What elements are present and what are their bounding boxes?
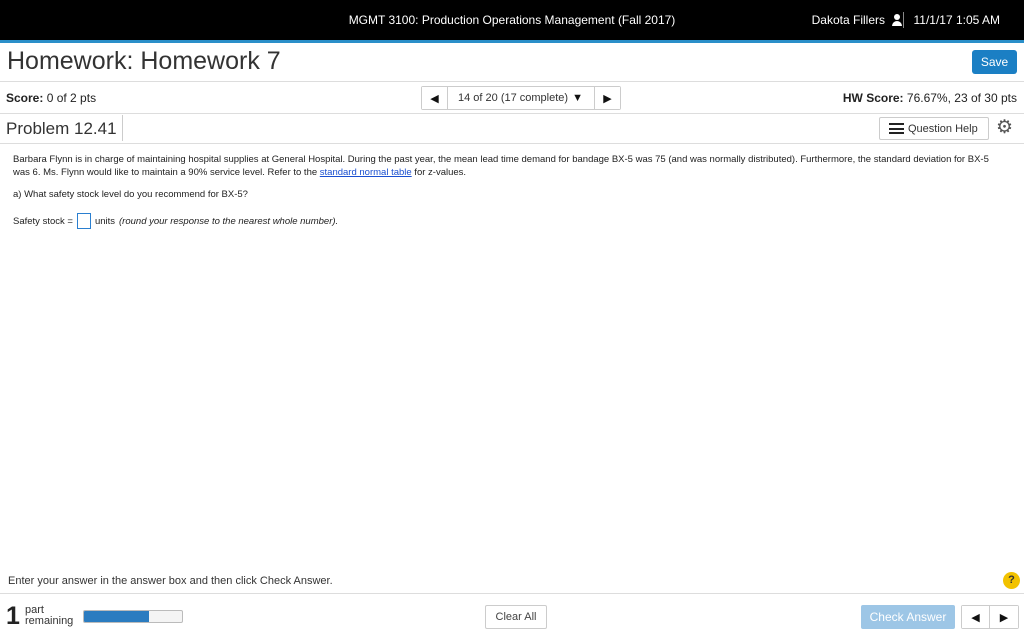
datetime: 11/1/17 1:05 AM	[913, 13, 1000, 27]
gear-icon[interactable]: ⚙	[996, 117, 1014, 138]
score	[6, 91, 96, 105]
save-button[interactable]: Save	[972, 50, 1017, 74]
answer-label: Safety stock =	[13, 215, 73, 227]
next-problem-button[interactable]	[990, 606, 1018, 628]
previous-question-button[interactable]	[422, 87, 448, 109]
problem-title: Problem 12.41	[6, 119, 117, 138]
problem-text-end: for z-values.	[411, 167, 467, 178]
divider	[0, 113, 1024, 114]
triangle-down-icon: ▼	[572, 92, 583, 104]
user-name: Dakota Fillers	[811, 13, 885, 27]
person-icon	[892, 14, 902, 26]
check-answer-button[interactable]: Check Answer	[861, 605, 955, 629]
triangle-right-icon: ▶	[999, 611, 1009, 624]
question-navigator	[421, 86, 621, 110]
answer-line	[13, 213, 338, 229]
triangle-left-icon: ◀	[971, 611, 980, 624]
triangle-left-icon: ◀	[430, 92, 439, 105]
instruction-text: Enter your answer in the answer box and then click Check Answer.	[8, 575, 333, 587]
divider	[122, 115, 123, 141]
answer-units: units	[94, 215, 116, 227]
header-separator	[903, 12, 904, 28]
problem-text: Barbara Flynn is in charge of maintaining hospital supplies at General Hospital. During the past year, the mean lead time demand for bandage BX-5 was 75 (and was normally distributed). Furthermore, the standard deviation for BX-5 was 6. Ms. Flynn would like to maintain a 90% service level. Refer to the	[13, 154, 989, 178]
previous-problem-button[interactable]	[962, 606, 990, 628]
question-position: 14 of 20 (17 complete)	[458, 92, 569, 104]
course-title: MGMT 3100: Production Operations Management (Fall 2017)	[348, 13, 676, 27]
parts-remaining-label	[25, 605, 73, 627]
parts-label-line2: remaining	[25, 615, 74, 627]
safety-stock-input[interactable]	[77, 213, 91, 229]
question-help-label: Question Help	[908, 122, 978, 135]
parts-label-line1: part	[25, 604, 44, 616]
help-icon[interactable]: ?	[1003, 572, 1020, 589]
divider	[0, 81, 1024, 82]
accent-line	[0, 40, 1024, 43]
list-icon	[889, 123, 904, 134]
clear-all-button[interactable]: Clear All	[485, 605, 547, 629]
standard-normal-table-link[interactable]: standard normal table	[319, 167, 412, 178]
parts-remaining-count: 1	[6, 602, 20, 630]
next-question-button[interactable]	[594, 87, 620, 109]
question-help-button[interactable]	[879, 117, 989, 140]
score-label: Score:	[6, 91, 44, 105]
top-bar	[0, 0, 1024, 40]
hw-score-label: HW Score:	[842, 91, 904, 105]
problem-pager	[961, 605, 1019, 629]
triangle-right-icon: ▶	[603, 92, 612, 105]
hw-score-value: 76.67%, 23 of 30 pts	[906, 91, 1017, 105]
score-value: 0 of 2 pts	[46, 91, 97, 105]
answer-hint: (round your response to the nearest whole number).	[119, 215, 339, 227]
problem-statement	[13, 153, 1003, 179]
user-menu[interactable]	[812, 13, 902, 27]
divider	[0, 143, 1024, 144]
progress-bar	[83, 610, 183, 623]
homework-title: Homework: Homework 7	[7, 47, 281, 75]
part-a-question: a) What safety stock level do you recommend for BX-5?	[13, 189, 248, 200]
hw-score	[843, 91, 1017, 105]
question-select[interactable]	[448, 87, 594, 109]
progress-fill	[84, 611, 149, 622]
divider	[0, 593, 1024, 594]
